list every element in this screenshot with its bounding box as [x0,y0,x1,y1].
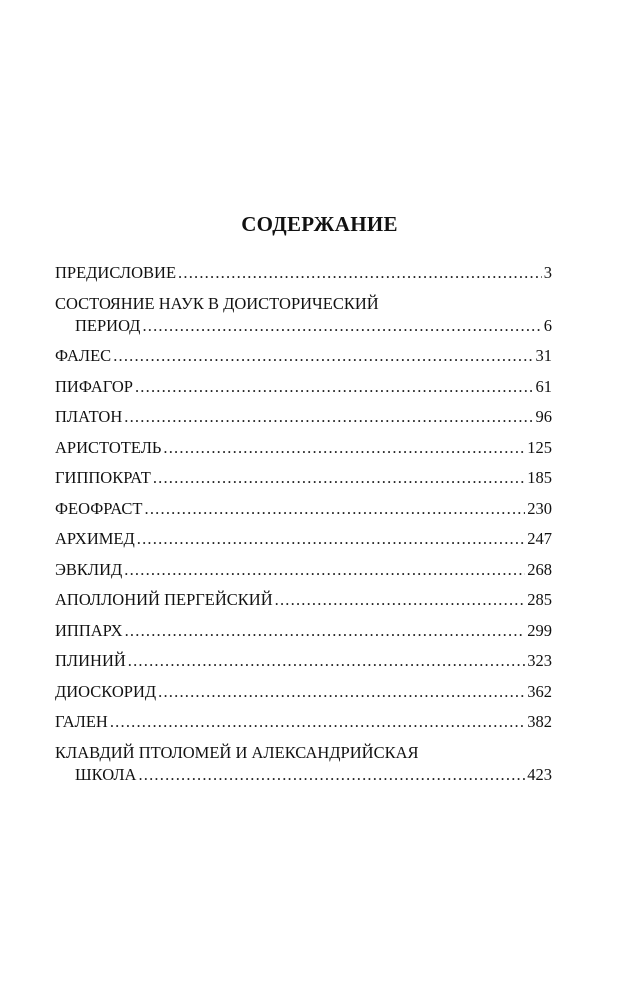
dot-leader [110,711,525,733]
toc-entry [55,345,552,367]
toc-line [55,650,552,672]
toc-entry [55,406,552,428]
toc-entry-title: ФЕОФРАСТ [55,498,143,518]
toc-line [55,711,552,733]
toc-page-number: 125 [527,437,552,457]
toc-page-number: 323 [527,651,552,670]
toc-entry [55,376,552,398]
toc-page-number: 185 [527,468,552,487]
toc-entry-title: ГАЛЕН [55,712,108,731]
toc-line [55,406,552,428]
toc-page-number: 299 [527,620,552,640]
toc-entry [55,262,552,284]
dot-leader [145,498,526,520]
dot-leader [124,559,525,581]
dot-leader [137,528,525,550]
dot-leader [158,681,525,703]
toc-line [55,559,552,581]
toc-entry-title: ПЛИНИЙ [55,651,126,670]
toc-page-number: 362 [527,681,552,701]
toc-line [55,589,552,611]
toc-entry [55,437,552,459]
toc-page-number: 268 [527,559,552,579]
dot-leader [124,406,533,428]
toc-entry [55,467,552,489]
toc-entry-title: ГИППОКРАТ [55,468,151,487]
toc-entry [55,498,552,520]
toc-entry-title-line-1: КЛАВДИЙ ПТОЛОМЕЙ И АЛЕКСАНДРИЙСКАЯ [55,742,419,762]
toc-line [55,262,552,284]
toc-page-number: 423 [527,764,552,784]
toc-entry-title: ДИОСКОРИД [55,681,157,701]
dot-leader [113,345,533,367]
toc-entry [55,742,552,786]
toc-entry-title: ЭВКЛИД [55,559,123,579]
toc-page-number: 230 [527,498,552,518]
toc-entry [55,559,552,581]
toc-list [55,262,552,794]
toc-entry-title: ФАЛЕС [55,346,112,365]
toc-entry [55,528,552,550]
toc-page-number: 382 [527,712,552,731]
toc-line [55,315,552,337]
dot-leader [142,315,541,337]
toc-line [55,764,552,786]
toc-page-number: 247 [527,529,552,548]
toc-entry [55,711,552,733]
dot-leader [138,764,525,786]
dot-leader [275,589,526,611]
toc-line [55,376,552,398]
dot-leader [135,376,534,398]
toc-entry-title: ПЛАТОН [55,407,123,426]
toc-line [55,498,552,520]
toc-entry [55,589,552,611]
dot-leader [163,437,525,459]
toc-page-number: 285 [527,590,552,609]
toc-entry-title: АРИСТОТЕЛЬ [55,437,162,457]
dot-leader [125,620,526,642]
toc-entry-title: ПЕРИОД [75,315,141,335]
toc-page-number: 3 [543,263,552,282]
toc-entry [55,650,552,672]
toc-entry-title: АПОЛЛОНИЙ ПЕРГЕЙСКИЙ [55,590,273,609]
dot-leader [178,262,542,284]
toc-line [55,681,552,703]
toc-page-number: 31 [535,346,552,365]
toc-entry-title: ШКОЛА [75,764,137,784]
toc-page-number: 61 [535,376,552,396]
toc-entry-title: ПРЕДИСЛОВИЕ [55,263,177,282]
toc-entry [55,293,552,337]
dot-leader [153,467,525,489]
toc-page-number: 96 [535,407,552,426]
toc-entry [55,620,552,642]
toc-entry-title: ПИФАГОР [55,376,133,396]
toc-line [55,345,552,367]
toc-title: СОДЕРЖАНИЕ [241,212,398,236]
toc-entry-title: АРХИМЕД [55,529,135,548]
toc-page-number: 6 [543,315,552,335]
toc-entry-title-line-1: СОСТОЯНИЕ НАУК В ДОИСТОРИЧЕСКИЙ [55,293,379,313]
toc-line [55,620,552,642]
toc-line [55,528,552,550]
toc-line [55,437,552,459]
toc-entry [55,681,552,703]
toc-line [55,467,552,489]
toc-entry-title: ИППАРХ [55,620,123,640]
dot-leader [128,650,525,672]
